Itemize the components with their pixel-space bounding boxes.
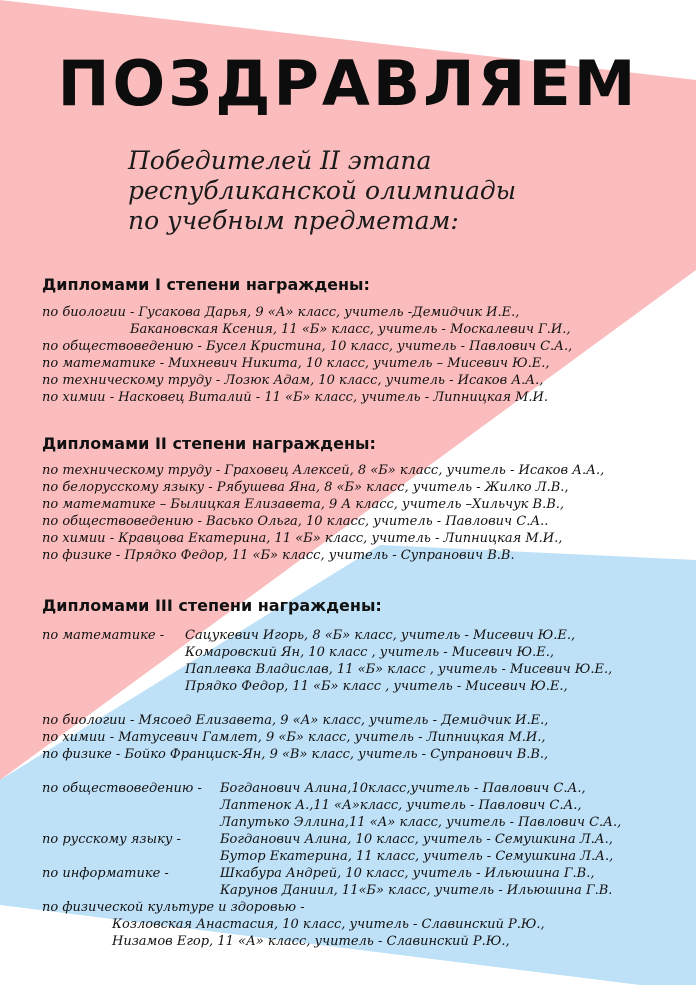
line-text: Лапутько Эллина,11 «А» класс, учитель - Павлович С.А.,: [220, 815, 622, 830]
line-text: Карунов Даниил, 11«Б» класс, учитель - Ильюшина Г.В.: [220, 883, 613, 898]
line-text: Бакановская Ксения, 11 «Б» класс, учитель - Москалевич Г.И.,: [130, 322, 571, 337]
line-text: Бутор Екатерина, 11 класс, учитель - Семушкина Л.А.,: [220, 849, 614, 864]
line-text: Паплевка Владислав, 11 «Б» класс , учитель - Мисевич Ю.Е.,: [185, 662, 613, 677]
line-text: Сацукевич Игорь, 8 «Б» класс, учитель - Мисевич Ю.Е.,: [185, 628, 576, 643]
line-text: Низамов Егор, 11 «А» класс, учитель - Славинский Р.Ю.,: [112, 934, 510, 949]
subtitle-line: Победителей II этапа: [128, 146, 432, 175]
line-text: Богданович Алина, 10 класс, учитель - Семушкина Л.А.,: [220, 832, 613, 847]
line-text: по математике - Михневич Никита, 10 класс, учитель – Мисевич Ю.Е.,: [42, 356, 550, 371]
section-heading-3: Дипломами III степени награждены:: [42, 596, 382, 615]
line-subject: по обществоведению -: [42, 781, 202, 796]
line-text: по физике - Прядко Федор, 11 «Б» класс, учитель - Супранович В.В.: [42, 548, 515, 563]
line-text: по техническому труду - Граховец Алексей, 8 «Б» класс, учитель - Исаков А.А.,: [42, 463, 605, 478]
line-text: по математике – Былицкая Елизавета, 9 А класс, учитель –Хильчук В.В.,: [42, 497, 565, 512]
line-text: по химии - Насковец Виталий - 11 «Б» класс, учитель - Липницкая М.И.: [42, 390, 549, 405]
line-subject: по русскому языку -: [42, 832, 181, 847]
line-text: по белорусскому языку - Рябушева Яна, 8 «Б» класс, учитель - Жилко Л.В.,: [42, 480, 569, 495]
line-text: Шкабура Андрей, 10 класс, учитель - Ильюшина Г.В.,: [220, 866, 595, 881]
line-subject: по математике -: [42, 628, 165, 643]
line-text: Лаптенок А.,11 «А»класс, учитель - Павлович С.А.,: [220, 798, 582, 813]
line-text: по физике - Бойко Франциск-Ян, 9 «В» класс, учитель - Супранович В.В.,: [42, 747, 549, 762]
page-title: ПОЗДРАВЛЯЕМ: [57, 47, 639, 120]
line-text: по биологии - Мясоед Елизавета, 9 «А» класс, учитель - Демидчик И.Е.,: [42, 713, 549, 728]
line-text: Козловская Анастасия, 10 класс, учитель - Славинский Р.Ю.,: [112, 917, 545, 932]
line-subject: по физической культуре и здоровью -: [42, 900, 305, 915]
line-text: Богданович Алина,10класс,учитель - Павлович С.А.,: [220, 781, 586, 796]
line-text: по обществоведению - Бусел Кристина, 10 класс, учитель - Павлович С.А.,: [42, 339, 573, 354]
section-heading-1: Дипломами I степени награждены:: [42, 275, 370, 294]
line-text: по химии - Кравцова Екатерина, 11 «Б» класс, учитель - Липницкая М.И.,: [42, 531, 563, 546]
subtitle: [128, 146, 516, 236]
line-text: по техническому труду - Лозюк Адам, 10 класс, учитель - Исаков А.А.,: [42, 373, 544, 388]
subtitle-line: по учебным предметам:: [128, 206, 459, 235]
line-text: по биологии - Гусакова Дарья, 9 «А» класс, учитель -Демидчик И.Е.,: [42, 305, 520, 320]
line-text: по химии - Матусевич Гамлет, 9 «Б» класс, учитель - Липницкая М.И.,: [42, 730, 546, 745]
section-heading-2: Дипломами II степени награждены:: [42, 434, 376, 453]
line-text: по обществоведению - Васько Ольга, 10 класс, учитель - Павлович С.А..: [42, 514, 549, 529]
line-text: Прядко Федор, 11 «Б» класс , учитель - Мисевич Ю.Е.,: [185, 679, 568, 694]
line-text: Комаровский Ян, 10 класс , учитель - Мисевич Ю.Е.,: [185, 645, 555, 660]
line-subject: по информатике -: [42, 866, 169, 881]
subtitle-line: республиканской олимпиады: [128, 176, 517, 205]
